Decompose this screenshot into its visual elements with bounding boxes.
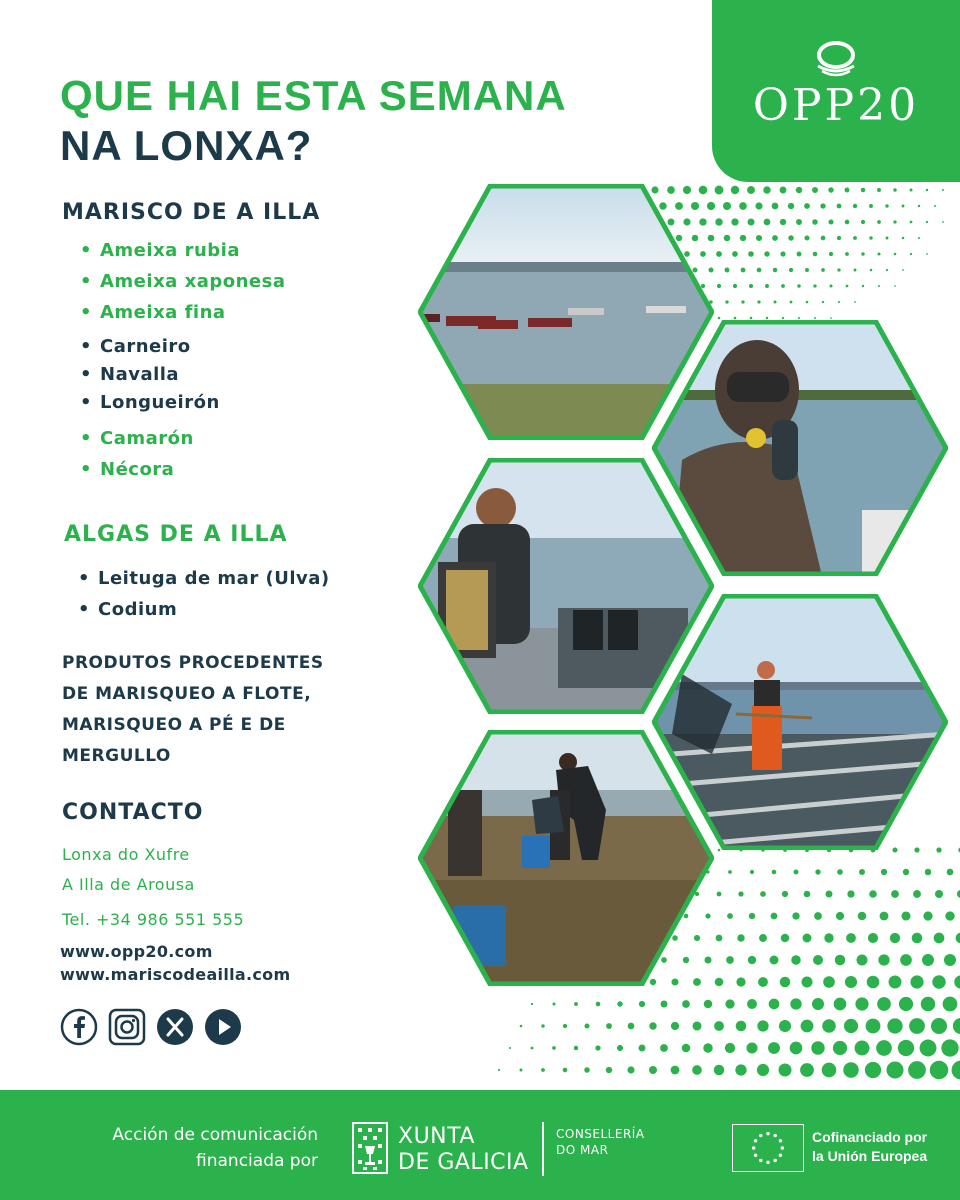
- xunta-logo-text: [398, 1124, 529, 1176]
- list-item: • Nécora: [80, 459, 194, 490]
- list-item: • Longueirón: [80, 392, 220, 420]
- funding-line-2: financiada por: [196, 1151, 318, 1171]
- list-item: • Ameixa rubia: [80, 240, 285, 271]
- algas-heading: ALGAS DE A ILLA: [64, 522, 288, 547]
- eu-flag-icon: [732, 1124, 804, 1172]
- products-line: MARISQUEO A PÉ E DE: [62, 715, 286, 735]
- photo-gatherers: [418, 730, 714, 986]
- xunta-emblem-icon: [352, 1122, 388, 1174]
- xunta-line-2: DE GALICIA: [398, 1150, 529, 1175]
- instagram-icon[interactable]: [108, 1008, 146, 1046]
- eu-cofunding-text: [812, 1128, 927, 1166]
- contact-phone[interactable]: Tel. +34 986 551 555: [62, 910, 245, 929]
- page-title: [60, 72, 567, 172]
- x-icon[interactable]: [156, 1008, 194, 1046]
- department-line-1: CONSELLERÍA: [556, 1127, 645, 1141]
- list-item: • Ameixa fina: [80, 302, 285, 333]
- xunta-line-1: XUNTA: [398, 1124, 475, 1149]
- facebook-icon[interactable]: [60, 1008, 98, 1046]
- contact-heading: CONTACTO: [62, 800, 204, 825]
- list-item: • Carneiro: [80, 336, 220, 364]
- title-line-2: NA LONXA?: [60, 122, 313, 169]
- eu-line-1: Cofinanciado por: [812, 1129, 928, 1145]
- marisco-list-green: [80, 240, 285, 333]
- list-item: • Camarón: [80, 428, 194, 459]
- products-line: PRODUTOS PROCEDENTES: [62, 653, 324, 673]
- shell-icon: [812, 38, 860, 78]
- products-line: DE MARISQUEO A FLOTE,: [62, 684, 312, 704]
- title-line-1: QUE HAI ESTA SEMANA: [60, 72, 567, 119]
- opp20-logo: [712, 0, 960, 182]
- list-item: • Codium: [78, 599, 330, 630]
- products-text: [62, 648, 402, 772]
- department-line-2: DO MAR: [556, 1143, 609, 1157]
- divider: [542, 1122, 544, 1176]
- contact-town: A Illa de Arousa: [62, 875, 195, 894]
- department-text: [556, 1126, 645, 1158]
- list-item: • Leituga de mar (Ulva): [78, 568, 330, 599]
- marisco-list-dark: [80, 336, 220, 420]
- eu-line-2: la Unión Europea: [812, 1148, 928, 1164]
- algas-list: [78, 568, 330, 630]
- website-link-opp20[interactable]: www.opp20.com: [60, 942, 213, 961]
- website-link-marisco[interactable]: www.mariscodeailla.com: [60, 965, 291, 984]
- products-line: MERGULLO: [62, 746, 171, 766]
- contact-place: Lonxa do Xufre: [62, 845, 190, 864]
- funding-text: [112, 1122, 318, 1174]
- funding-line-1: Acción de comunicación: [112, 1125, 318, 1145]
- marisco-heading: MARISCO DE A ILLA: [62, 200, 321, 225]
- list-item: • Navalla: [80, 364, 220, 392]
- list-item: • Ameixa xaponesa: [80, 271, 285, 302]
- logo-text: OPP20: [752, 80, 920, 131]
- youtube-icon[interactable]: [204, 1008, 242, 1046]
- marisco-list-green-2: [80, 428, 194, 490]
